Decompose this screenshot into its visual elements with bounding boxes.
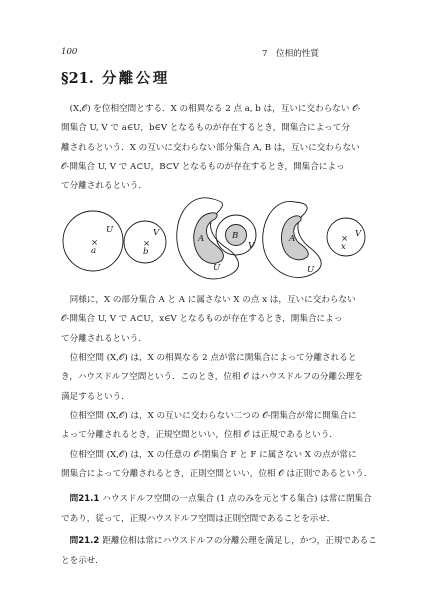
text-line: (X,𝒪) を位相空間とする．X の相異なる 2 点 a, b は，互いに交わらない 𝒪- — [69, 104, 361, 114]
paragraph-regular-definition — [61, 446, 387, 485]
section-heading — [61, 67, 391, 89]
label-b: B — [232, 231, 239, 241]
paragraph-separation-definition — [61, 100, 387, 196]
text-line: き，ハウスドルフ空間という．このとき，位相 𝒪 はハウスドルフの分離公理を — [61, 372, 363, 383]
chapter-title: 7 位相的性質 — [262, 49, 320, 59]
text-line: 開集合によって分離されるとき，正則空間といい，位相 𝒪 は正則であるという． — [61, 469, 373, 480]
text-line: 開集合 U, V で a∈U，b∈V となるものが存在するとき，開集合によって分 — [61, 123, 350, 134]
label-a: A — [289, 234, 296, 244]
text-line: であり，従って，正規ハウスドルフ空間は正則空間であることを示せ． — [61, 514, 336, 524]
text-line: 離されるという．X の互いに交わらない部分集合 A, B は，互いに交わらない — [61, 142, 360, 153]
separation-figure — [61, 193, 387, 287]
paragraph-normal-definition — [61, 407, 387, 446]
text-line: ハウスドルフ空間の一点集合 (1 点のみを元とする集合) は常に閉集合 — [102, 494, 372, 504]
exercise-21-1 — [61, 490, 387, 530]
label-v: V — [355, 229, 362, 239]
section-title: 分離公理 — [101, 70, 170, 87]
text-line: 位相空間 (X,𝒪) は，X の互いに交わらない二つの 𝒪-閉集合が常に開集合に — [69, 411, 357, 421]
text-line: 𝒪-開集合 U, V で A⊂U，B⊂V となるものが存在するとき，開集合によっ — [61, 161, 345, 172]
label-u: U — [106, 225, 114, 235]
label-v: V — [248, 241, 255, 251]
point-mark: × — [91, 238, 99, 248]
text-line: とを示せ． — [61, 556, 104, 566]
paragraph-point-set-separation — [61, 291, 387, 349]
text-line: 𝒪-開集合 U, V で A⊂U，x∈V となるものが存在するとき，開集合によっ — [61, 314, 343, 325]
label-a: a — [91, 246, 97, 256]
text-line: 満足するという． — [61, 391, 130, 402]
text-line: 同様に，X の部分集合 A と A に属さない X の点 x は，互いに交わらない — [69, 295, 356, 305]
text-line: て分離されるという． — [61, 333, 147, 344]
text-line: 位相空間 (X,𝒪) は，X の相異なる 2 点が常に開集合によって分離されると — [69, 353, 357, 363]
label-u: U — [213, 263, 221, 273]
label-x: x — [341, 242, 346, 252]
text-line: て分離されるという． — [61, 181, 147, 192]
paragraph-hausdorff-definition — [61, 349, 387, 407]
label-u: U — [307, 265, 315, 275]
text-line: 距離位相は常にハウスドルフの分離公理を満足し，かつ，正規であるこ — [102, 536, 377, 546]
point-mark: × — [341, 234, 349, 244]
label-a: A — [198, 234, 205, 244]
text-line: よって分離されるとき，正規空間といい，位相 𝒪 は正規であるという． — [61, 430, 338, 441]
label-v: V — [153, 228, 160, 238]
exercise-label: 問21.2 — [69, 536, 100, 546]
exercise-label: 問21.1 — [69, 494, 100, 504]
point-mark: × — [143, 239, 151, 249]
page-number: 100 — [61, 47, 78, 57]
running-header — [61, 47, 379, 59]
exercise-21-2 — [61, 532, 387, 572]
section-number: §21. — [61, 70, 94, 87]
text-line: 位相空間 (X,𝒪) は，X の任意の 𝒪-閉集合 F と F に属さない X の点が常に — [69, 450, 357, 460]
label-b: b — [143, 247, 149, 257]
